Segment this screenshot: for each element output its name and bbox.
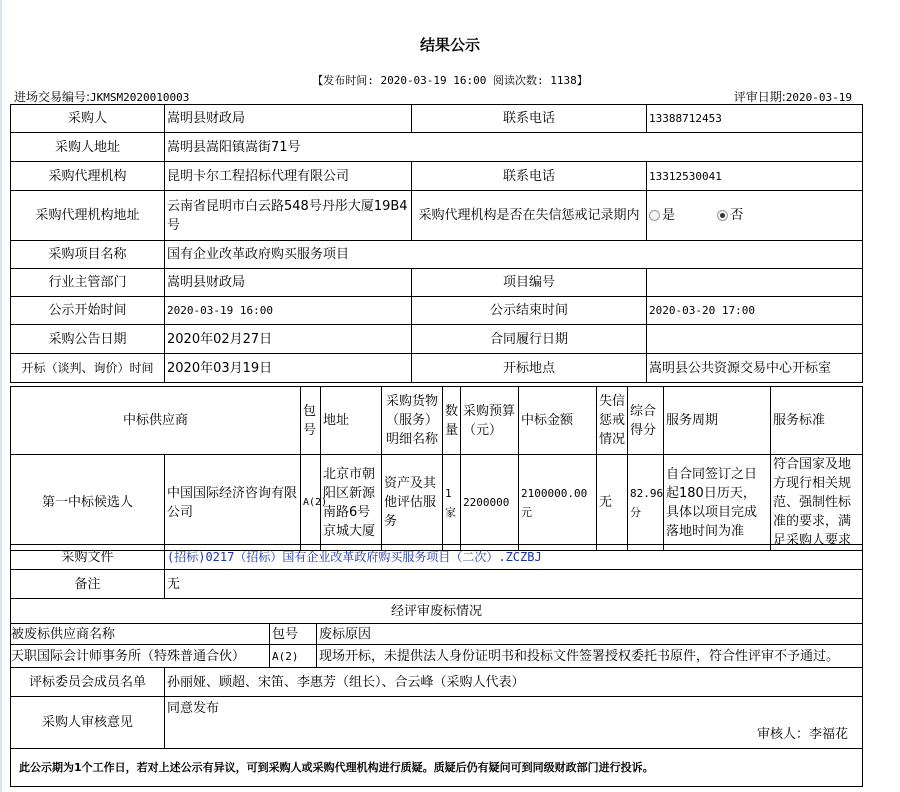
header-quantity: 数量 <box>443 387 461 455</box>
transaction-number-value: JKMSM2020010003 <box>90 91 190 104</box>
project-name-label: 采购项目名称 <box>11 241 165 269</box>
rejected-supplier-name: 天职国际会计师事务所（特殊普通合伙） <box>11 645 270 668</box>
project-name-value: 国有企业改革政府购买服务项目 <box>165 241 863 269</box>
rejected-supplier-reason: 现场开标，未提供法人身份证明书和投标文件签署授权委托书原件，符合性评审不予通过。 <box>317 645 863 668</box>
buyer-address-label: 采购人地址 <box>11 133 165 162</box>
header-period: 服务周期 <box>664 387 771 455</box>
winner-goods: 资产及其他评估服务 <box>382 455 443 551</box>
agency-address-value: 云南省昆明市白云路548号丹彤大厦19B4号 <box>165 191 412 241</box>
department-value: 嵩明县财政局 <box>165 269 412 297</box>
header-dishonest: 失信惩戒情况 <box>597 387 628 455</box>
buyer-phone-label: 联系电话 <box>412 105 647 133</box>
evaluation-date <box>734 88 852 105</box>
project-number-label: 项目编号 <box>412 269 647 297</box>
winner-quantity: 1家 <box>443 455 461 551</box>
agency-address-label: 采购代理机构地址 <box>11 191 165 241</box>
header-score: 综合得分 <box>628 387 664 455</box>
header-package: 包号 <box>301 387 321 455</box>
notice-date-value: 2020年02月27日 <box>165 325 412 354</box>
review-label: 采购人审核意见 <box>11 697 165 749</box>
radio-no-label: 否 <box>730 208 744 223</box>
page-title: 结果公示 <box>419 36 480 54</box>
winner-supplier: 中国国际经济咨询有限公司 <box>165 455 301 551</box>
evaluation-date-label: 评审日期: <box>733 90 786 104</box>
rejected-header-package: 包号 <box>270 624 317 645</box>
buyer-address-value: 嵩明县嵩阳镇嵩街71号 <box>165 133 863 162</box>
header-amount: 中标金额 <box>519 387 597 455</box>
radio-yes-label: 是 <box>662 208 676 223</box>
contract-date-label: 合同履行日期 <box>412 325 647 354</box>
footer-notice: 此公示期为1个工作日，若对上述公示有异议，可到采购人或采购代理机构进行质疑。质疑后仍有疑问可到同级财政部门进行投诉。 <box>11 749 863 787</box>
reviewer-name: 审核人：李福花 <box>756 727 848 742</box>
winner-amount: 2100000.00元 <box>519 455 597 551</box>
opening-place-label: 开标地点 <box>412 354 647 383</box>
header-budget: 采购预算（元） <box>461 387 519 455</box>
rejected-header-name: 被废标供应商名称 <box>11 624 270 645</box>
opening-time-label: 开标（谈判、询价）时间 <box>11 354 165 383</box>
remark-label: 备注 <box>11 570 165 599</box>
agency-phone-value: 13312530041 <box>647 162 863 191</box>
header-standard: 服务标准 <box>771 387 863 455</box>
transaction-number-label: 进场交易编号: <box>14 90 91 104</box>
file-label: 采购文件 <box>11 545 165 570</box>
rejected-section-title: 经评审废标情况 <box>11 599 863 624</box>
rejected-header-reason: 废标原因 <box>317 624 863 645</box>
buyer-value: 嵩明县财政局 <box>165 105 412 133</box>
opening-place-value: 嵩明县公共资源交易中心开标室 <box>647 354 863 383</box>
table-row <box>11 645 863 668</box>
notice-date-label: 采购公告日期 <box>11 325 165 354</box>
publicity-end-label: 公示结束时间 <box>412 297 647 325</box>
publish-info: 【发布时间: 2020-03-19 16:00 阅读次数: 1138】 <box>312 74 588 87</box>
header-address: 地址 <box>321 387 382 455</box>
buyer-phone-value: 13388712453 <box>647 105 863 133</box>
contract-date-value <box>647 325 863 354</box>
header-supplier: 中标供应商 <box>11 387 301 455</box>
winner-dishonest: 无 <box>597 455 628 551</box>
winner-budget: 2200000 <box>461 455 519 551</box>
department-label: 行业主管部门 <box>11 269 165 297</box>
table-row <box>11 455 863 551</box>
winner-address: 北京市朝阳区新源南路6号京城大厦 <box>321 455 382 551</box>
agency-value: 昆明卡尔工程招标代理有限公司 <box>165 162 412 191</box>
committee-table <box>10 667 863 787</box>
dishonest-record-radios <box>647 191 863 241</box>
radio-no[interactable] <box>717 210 728 221</box>
evaluation-date-value: 2020-03-19 <box>785 91 852 104</box>
header-goods: 采购货物（服务）明细名称 <box>382 387 443 455</box>
project-number-value <box>647 269 863 297</box>
winner-rank: 第一中标候选人 <box>11 455 165 551</box>
publicity-start-value: 2020-03-19 16:00 <box>165 297 412 325</box>
review-opinion: 同意发布 <box>167 701 220 716</box>
winner-package: A(2) <box>301 455 321 551</box>
agency-phone-label: 联系电话 <box>412 162 647 191</box>
rejected-table <box>10 623 863 668</box>
winner-score: 82.96分 <box>628 455 664 551</box>
committee-members: 孙丽娅、顾超、宋笛、李惠芳（组长）、合云峰（采购人代表） <box>165 668 863 697</box>
publicity-start-label: 公示开始时间 <box>11 297 165 325</box>
buyer-label: 采购人 <box>11 105 165 133</box>
dishonest-record-label: 采购代理机构是否在失信惩戒记录期内 <box>412 191 647 241</box>
winner-period: 自合同签订之日起180日历天，具体以项目完成落地时间为准 <box>664 455 771 551</box>
radio-yes[interactable] <box>649 210 660 221</box>
committee-label: 评标委员会成员名单 <box>11 668 165 697</box>
info-table <box>10 104 863 383</box>
procurement-file-link[interactable]: (招标)0217（招标）国有企业改革政府购买服务项目（二次）.ZCZBJ <box>165 545 863 570</box>
winners-table <box>10 386 863 551</box>
remark-value: 无 <box>165 570 863 599</box>
rejected-supplier-package: A(2) <box>270 645 317 668</box>
review-cell <box>165 697 863 749</box>
opening-time-value: 2020年03月19日 <box>165 354 412 383</box>
winner-standard: 符合国家及地方现行相关规范、强制性标准的要求，满足采购人要求 <box>771 455 863 551</box>
publicity-end-value: 2020-03-20 17:00 <box>647 297 863 325</box>
transaction-number <box>14 88 189 105</box>
agency-label: 采购代理机构 <box>11 162 165 191</box>
docs-table <box>10 544 863 624</box>
